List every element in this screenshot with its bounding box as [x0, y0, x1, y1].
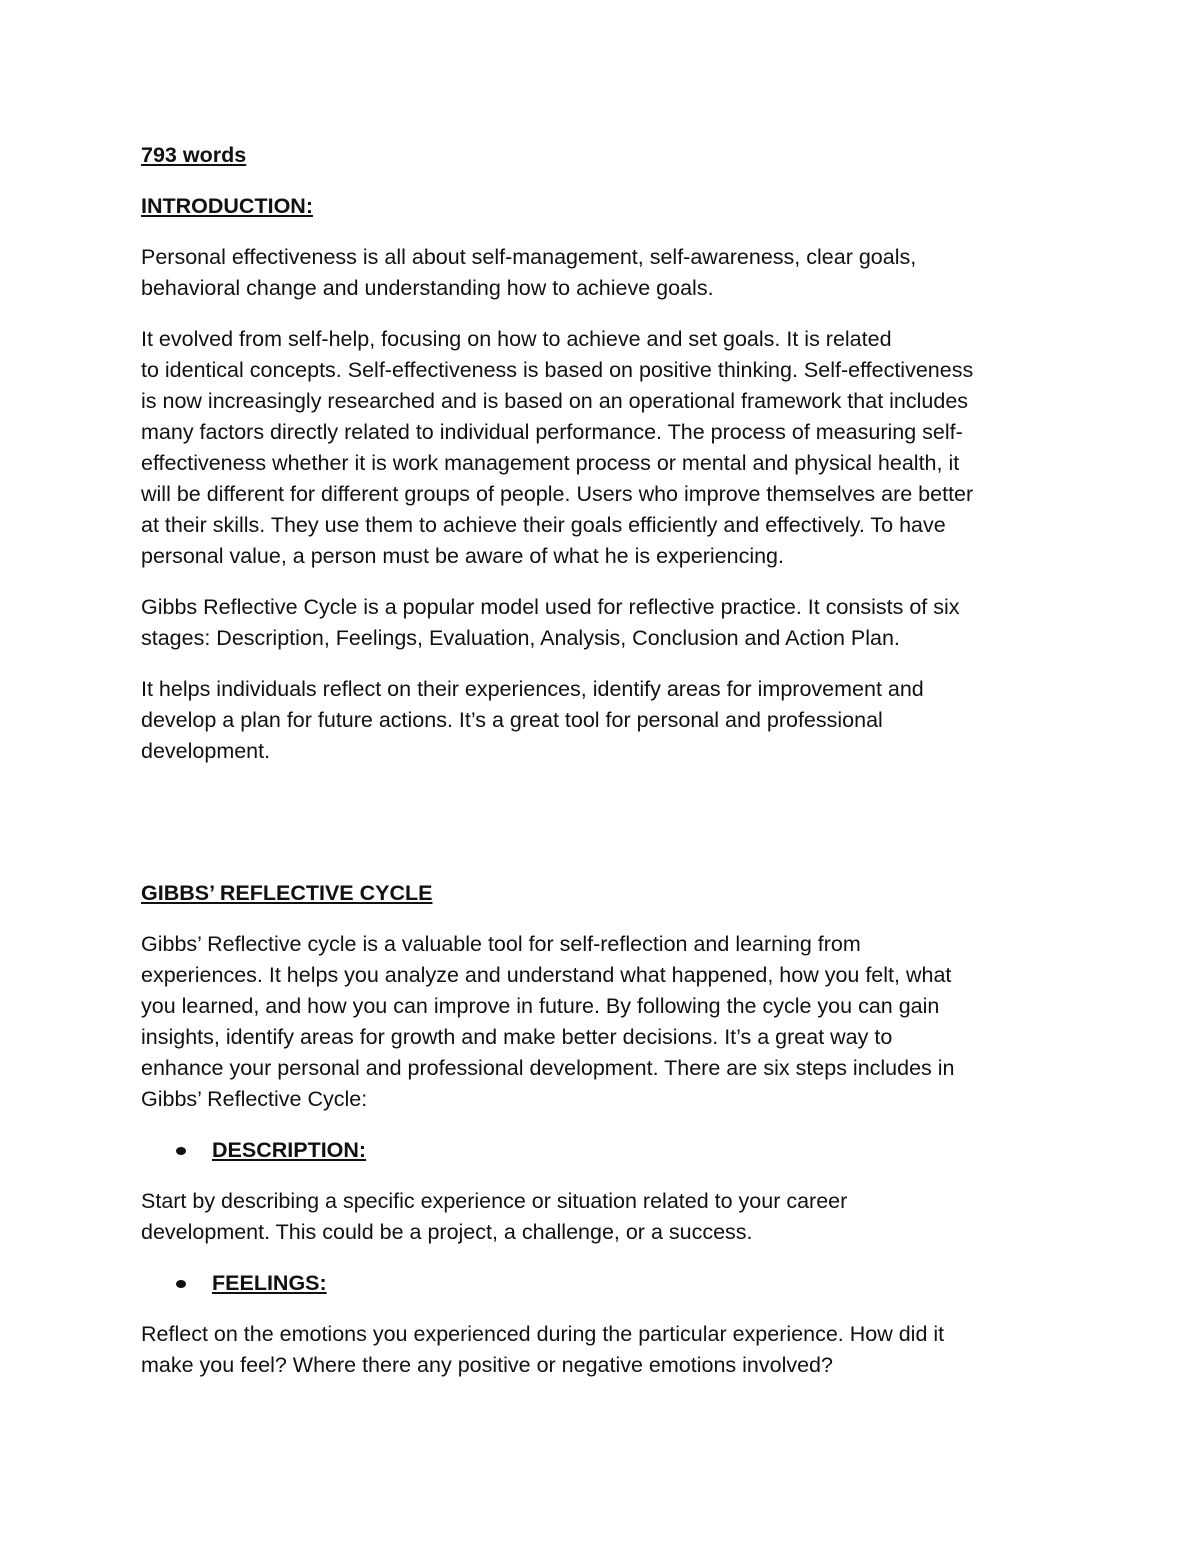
intro-paragraph-3 [141, 592, 1071, 654]
spacer [141, 222, 1071, 242]
bullet-feelings [176, 1268, 1071, 1299]
spacer [141, 1115, 1071, 1135]
spacer [141, 304, 1071, 324]
text-line: stages: Description, Feelings, Evaluation, Analysis, Conclusion and Action Plan. [141, 626, 900, 650]
text-line: Gibbs Reflective Cycle is a popular model used for reflective practice. It consists of six [141, 595, 960, 619]
text-line: develop a plan for future actions. It’s a great tool for personal and professional [141, 708, 883, 732]
text-line: behavioral change and understanding how to achieve goals. [141, 276, 714, 300]
word-count: 793 words [141, 143, 247, 167]
text-line: Start by describing a specific experience or situation related to your career [141, 1189, 848, 1213]
intro-paragraph-2 [141, 324, 1071, 572]
text-line: is now increasingly researched and is based on an operational framework that includes [141, 389, 969, 413]
spacer [141, 909, 1071, 929]
text-line: Gibbs’ Reflective cycle is a valuable tool for self-reflection and learning from [141, 932, 861, 956]
bullet-icon [176, 1280, 186, 1288]
bullet-description [176, 1135, 1071, 1166]
spacer [141, 1166, 1071, 1186]
intro-paragraph-1 [141, 242, 1071, 304]
text-line: many factors directly related to individual performance. The process of measuring self- [141, 420, 963, 444]
text-line: development. This could be a project, a challenge, or a success. [141, 1220, 753, 1244]
spacer [141, 1248, 1071, 1268]
gibbs-heading: GIBBS’ REFLECTIVE CYCLE [141, 881, 433, 905]
description-heading: DESCRIPTION: [212, 1138, 367, 1162]
text-line: to identical concepts. Self-effectiveness is based on positive thinking. Self-effectiveness [141, 358, 974, 382]
spacer [141, 572, 1071, 592]
text-line: insights, identify areas for growth and make better decisions. It’s a great way to [141, 1025, 893, 1049]
text-line: will be different for different groups of people. Users who improve themselves are better [141, 482, 974, 506]
text-line: experiences. It helps you analyze and understand what happened, how you felt, what [141, 963, 952, 987]
text-line: make you feel? Where there any positive or negative emotions involved? [141, 1353, 833, 1377]
document-page [141, 140, 1071, 1381]
text-line: Reflect on the emotions you experienced during the particular experience. How did it [141, 1322, 945, 1346]
spacer [141, 654, 1071, 674]
text-line: enhance your personal and professional development. There are six steps includes in [141, 1056, 955, 1080]
spacer [141, 767, 1071, 878]
intro-paragraph-4 [141, 674, 1071, 767]
text-line: effectiveness whether it is work management process or mental and physical health, it [141, 451, 960, 475]
text-line: Personal effectiveness is all about self-management, self-awareness, clear goals, [141, 245, 917, 269]
spacer [141, 171, 1071, 191]
text-line: It helps individuals reflect on their experiences, identify areas for improvement and [141, 677, 924, 701]
text-line: Gibbs’ Reflective Cycle: [141, 1087, 368, 1111]
description-paragraph [141, 1186, 1071, 1248]
text-line: at their skills. They use them to achieve their goals efficiently and effectively. To have [141, 513, 946, 537]
text-line: development. [141, 739, 271, 763]
text-line: personal value, a person must be aware of what he is experiencing. [141, 544, 784, 568]
feelings-heading: FEELINGS: [212, 1271, 327, 1295]
feelings-paragraph [141, 1319, 1071, 1381]
intro-heading: INTRODUCTION: [141, 194, 313, 218]
spacer [141, 1299, 1071, 1319]
text-line: It evolved from self-help, focusing on how to achieve and set goals. It is related [141, 327, 892, 351]
text-line: you learned, and how you can improve in future. By following the cycle you can gain [141, 994, 940, 1018]
gibbs-paragraph [141, 929, 1071, 1115]
bullet-icon [176, 1147, 186, 1155]
